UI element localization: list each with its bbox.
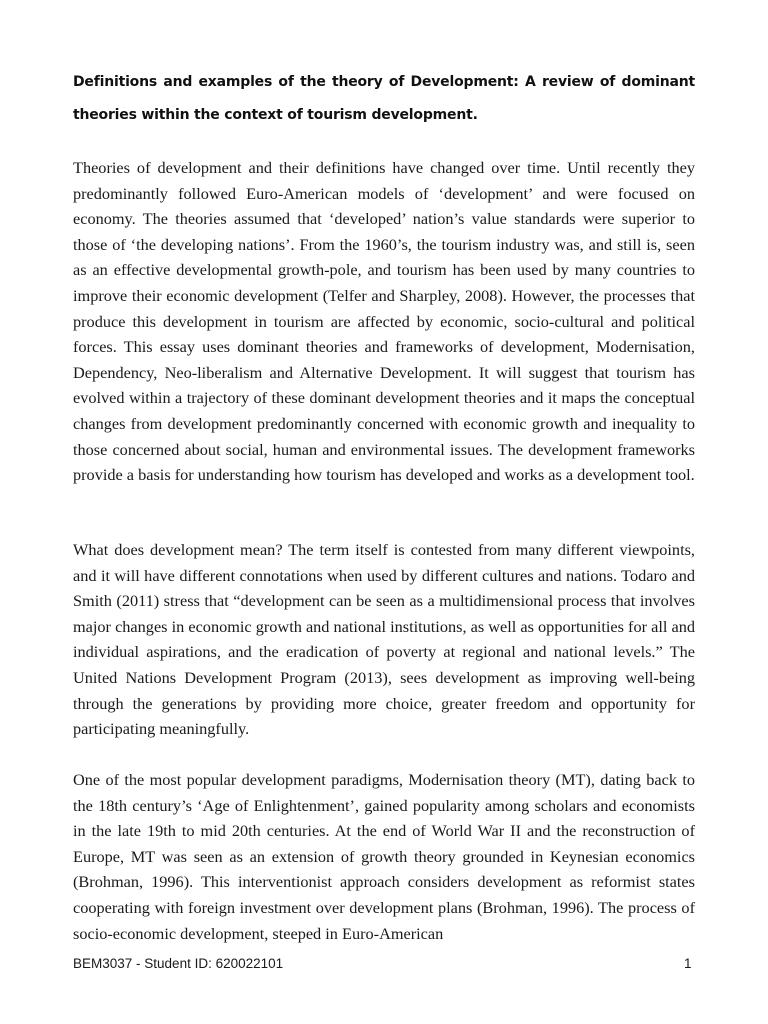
paragraph-introduction: Theories of development and their definitions have changed over time. Until recently they predominantly followed Euro-American models of ‘development’ and were focused on economy. The theories assumed that ‘developed’ nation’s value standards were superior to those of ‘the developing nations’. From the 1960’s, the tourism industry was, and still is, seen as an effective developmental growth-pole, and tourism has been used by many countries to improve their economic development (Telfer and Sharpley, 2008). However, the processes that produce this development in tourism are affected by economic, socio-cultural and political forces. This essay uses dominant theories and frameworks of development, Modernisation, Dependency, Neo-liberalism and Alternative Development. It will suggest that tourism has evolved within a trajectory of these dominant development theories and it maps the conceptual changes from development predominantly concerned with economic growth and inequality to those concerned about social, human and environmental issues. The development frameworks provide a basis for understanding how tourism has developed and works as a development tool. xyxy=(73,158,695,485)
footer-page-number: 1 xyxy=(684,956,692,971)
paragraph-modernisation-theory: One of the most popular development paradigms, Modernisation theory (MT), dating back to the 18th century’s ‘Age of Enlightenment’, gained popularity among scholars and economists in the late 19th to mid 20th centuries. At the end of World War II and the reconstruction of Europe, MT was seen as an extension of growth theory grounded in Keynesian economics (Brohman, 1996). This interventionist approach considers development as reformist states cooperating with foreign investment over development plans (Brohman, 1996). The process of socio-economic development, steeped in Euro-American xyxy=(73,770,695,943)
paragraph-development-meaning: What does development mean? The term itself is contested from many different viewpoints, and it will have different connotations when used by different cultures and nations. Todaro and Smith (2011) stress that “development can be seen as a multidimensional process that involves major changes in economic growth and national institutions, as well as opportunities for all and individual aspirations, and the eradication of poverty at regional and national levels.” The United Nations Development Program (2013), sees development as improving well-being through the generations by providing more choice, greater freedom and opportunity for participating meaningfully. xyxy=(73,540,695,739)
document-title: Definitions and examples of the theory of Development: A review of dominant theories within the context of tourism development. xyxy=(73,74,695,123)
footer-course-student-id: BEM3037 - Student ID: 620022101 xyxy=(73,956,284,971)
